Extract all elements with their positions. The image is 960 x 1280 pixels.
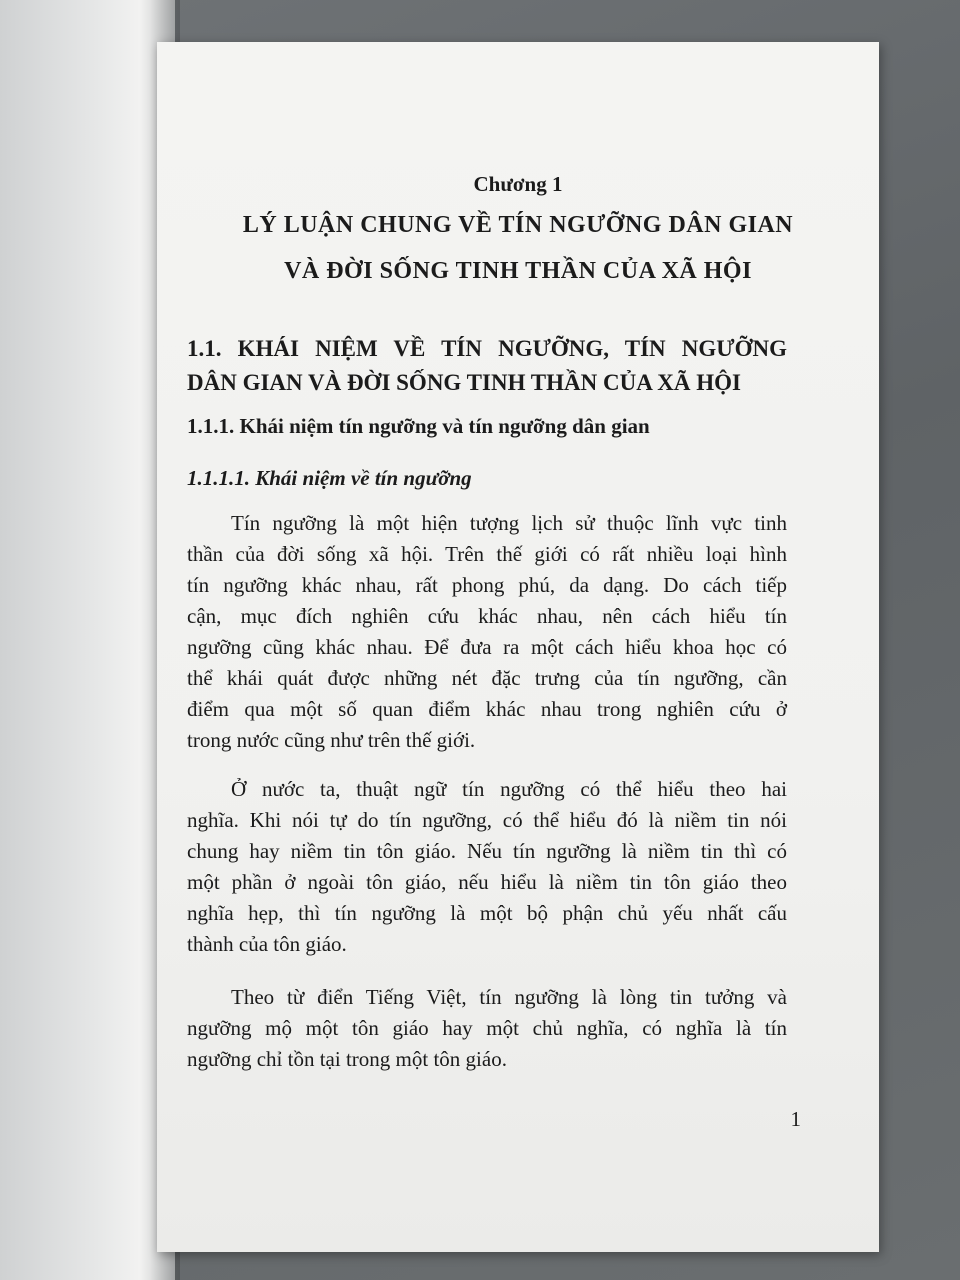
chapter-title-line-2: VÀ ĐỜI SỐNG TINH THẦN CỦA XÃ HỘI	[284, 258, 752, 284]
paragraph-line: ngưỡng chỉ tồn tại trong một tôn giáo.	[187, 1047, 507, 1071]
paragraph-line: nghĩa hẹp, thì tín ngưỡng là một bộ phận chủ yếu nhất cấu	[187, 901, 787, 925]
paragraph-line: ngưỡng mộ một tôn giáo hay một chủ nghĩa, có nghĩa là tín	[187, 1016, 787, 1040]
book-page	[157, 42, 879, 1252]
subsubsection-heading: 1.1.1.1. Khái niệm về tín ngưỡng	[187, 466, 472, 490]
paragraph-line: nghĩa. Khi nói tự do tín ngưỡng, có thể hiểu đó là niềm tin nói	[187, 808, 787, 832]
paragraph-line: trong nước cũng như trên thế giới.	[187, 728, 476, 752]
paragraph-line: cận, mục đích nghiên cứu khác nhau, nên cách hiểu tín	[187, 604, 787, 628]
paragraph-2	[187, 774, 787, 960]
section-heading-line-1: 1.1. KHÁI NIỆM VỀ TÍN NGƯỠNG, TÍN NGƯỠNG	[187, 336, 787, 361]
paragraph-line: một phần ở ngoài tôn giáo, nếu hiểu là niềm tin tôn giáo theo	[187, 870, 787, 894]
paragraph-line: thành của tôn giáo.	[187, 932, 347, 956]
paragraph-line: thể khái quát được những nét đặc trưng của tín ngưỡng, cần	[187, 666, 787, 690]
section-heading-line-2: DÂN GIAN VÀ ĐỜI SỐNG TINH THẦN CỦA XÃ HỘI	[187, 370, 741, 395]
paragraph-3	[187, 982, 787, 1075]
paragraph-line: ngưỡng cũng khác nhau. Để đưa ra một cách hiểu khoa học có	[187, 635, 787, 659]
subsection-heading: 1.1.1. Khái niệm tín ngưỡng và tín ngưỡng dân gian	[187, 414, 650, 438]
paragraph-line: thần của đời sống xã hội. Trên thế giới có rất nhiều loại hình	[187, 542, 787, 566]
paragraph-1	[187, 508, 787, 756]
paragraph-line: Ở nước ta, thuật ngữ tín ngưỡng có thể hiểu theo hai	[231, 777, 787, 801]
book-left-edge	[0, 0, 175, 1280]
page-number: 1	[790, 1107, 801, 1131]
paragraph-line: Theo từ điển Tiếng Việt, tín ngưỡng là lòng tin tưởng và	[231, 985, 787, 1009]
chapter-number: Chương 1	[473, 172, 563, 196]
chapter-title-line-1: LÝ LUẬN CHUNG VỀ TÍN NGƯỠNG DÂN GIAN	[242, 212, 794, 238]
paragraph-line: Tín ngưỡng là một hiện tượng lịch sử thuộc lĩnh vực tinh	[231, 511, 787, 535]
paragraph-line: chung hay niềm tin tôn giáo. Nếu tín ngưỡng là niềm tin thì có	[187, 839, 787, 863]
paragraph-line: điểm qua một số quan điểm khác nhau trong nghiên cứu ở	[187, 697, 787, 721]
paragraph-line: tín ngưỡng khác nhau, rất phong phú, da dạng. Do cách tiếp	[187, 573, 787, 597]
